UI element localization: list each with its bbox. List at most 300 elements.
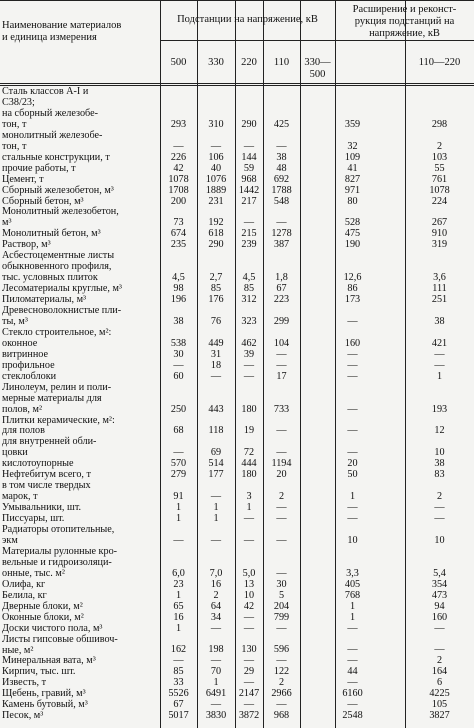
- value-cell: 5,0: [242, 567, 256, 579]
- value-cell: 198: [208, 644, 224, 656]
- reconstruction-group-header: Расширение и реконст- рукция подстанций на напряжение, кВ: [352, 4, 457, 39]
- value-cell: 34: [210, 611, 222, 623]
- value-cell: —: [173, 359, 184, 371]
- value-cell: 290: [241, 118, 257, 130]
- table-row: [0, 163, 474, 174]
- value-cell: 528: [344, 217, 361, 229]
- value-cell: 235: [170, 239, 187, 251]
- value-cell: 799: [273, 611, 290, 623]
- value-cell: 2: [213, 589, 219, 601]
- value-cell: 3,6: [433, 272, 446, 284]
- value-cell: 443: [208, 403, 224, 415]
- value-cell: 2: [278, 677, 285, 689]
- value-cell: —: [173, 447, 184, 459]
- value-cell: 1: [213, 513, 219, 525]
- subcol-header-500: 500: [170, 57, 187, 68]
- table-row: [0, 185, 474, 196]
- value-cell: 10: [347, 534, 358, 546]
- value-cell: 1: [213, 502, 219, 514]
- value-cell: 1278: [271, 228, 292, 240]
- value-cell: 5,4: [433, 567, 446, 579]
- value-cell: 251: [431, 294, 448, 306]
- subcol-header-330-500: 330—500: [304, 57, 331, 80]
- material-name: стеклоблоки: [2, 370, 57, 382]
- value-cell: —: [276, 567, 287, 579]
- value-cell: 29: [243, 666, 255, 678]
- value-cell: 1889: [205, 184, 227, 196]
- value-cell: 85: [243, 283, 255, 295]
- value-cell: —: [347, 513, 358, 525]
- value-cell: 80: [347, 195, 358, 207]
- value-cell: —: [210, 622, 222, 634]
- table-row: [0, 174, 474, 185]
- material-name: в том числе твердых марок, т: [2, 480, 91, 503]
- value-cell: 827: [344, 173, 361, 185]
- table-row: [0, 349, 474, 360]
- value-cell: 444: [241, 458, 257, 470]
- table-row: [0, 513, 474, 524]
- table-row: [0, 196, 474, 207]
- material-name: профильное: [2, 359, 55, 371]
- material-name: витринное: [2, 348, 49, 360]
- value-cell: 250: [170, 403, 187, 415]
- value-cell: 130: [241, 644, 257, 656]
- table-row: [0, 590, 474, 601]
- value-cell: 85: [210, 283, 222, 295]
- value-cell: 48: [276, 162, 287, 174]
- value-cell: 103: [431, 151, 448, 163]
- value-cell: 38: [434, 315, 445, 327]
- material-name: Оконные блоки, м²: [2, 611, 84, 623]
- value-cell: 13: [243, 578, 255, 590]
- value-cell: 2966: [271, 688, 292, 700]
- value-cell: 98: [173, 283, 184, 295]
- value-cell: 68: [173, 425, 184, 437]
- table-row: [0, 228, 474, 239]
- value-cell: 421: [431, 337, 448, 349]
- value-cell: 1708: [168, 184, 189, 196]
- value-cell: —: [434, 502, 445, 514]
- table-row: [0, 699, 474, 710]
- value-cell: 67: [276, 283, 287, 295]
- value-cell: 733: [273, 403, 290, 415]
- value-cell: 16: [210, 578, 222, 590]
- value-cell: 1076: [205, 173, 227, 185]
- value-cell: 85: [173, 666, 184, 678]
- value-cell: 761: [431, 173, 448, 185]
- value-cell: 192: [208, 217, 224, 229]
- value-cell: 111: [432, 283, 447, 295]
- value-cell: 1: [349, 600, 356, 612]
- table-row: [0, 480, 474, 502]
- table-row: [0, 130, 474, 152]
- value-cell: 405: [344, 578, 361, 590]
- value-cell: 1: [436, 370, 443, 382]
- value-cell: 239: [241, 239, 257, 251]
- value-cell: —: [347, 315, 358, 327]
- value-cell: —: [276, 699, 287, 711]
- value-cell: 76: [210, 315, 222, 327]
- value-cell: —: [243, 611, 255, 623]
- value-cell: —: [210, 370, 222, 382]
- value-cell: —: [276, 140, 287, 152]
- material-name: Линолеум, релин и поли- мерные материалы для полов, м²: [2, 381, 112, 415]
- value-cell: 1: [349, 611, 356, 623]
- value-cell: —: [434, 513, 445, 525]
- value-cell: 319: [431, 239, 448, 251]
- subcol-header-220: 220: [241, 57, 257, 68]
- value-cell: 4225: [429, 688, 450, 700]
- value-cell: 19: [243, 425, 255, 437]
- value-cell: —: [276, 447, 287, 459]
- material-name: Материалы рулонные кро- вельные и гидроизоляци- онные, тыс. м²: [2, 545, 118, 579]
- value-cell: 2: [436, 655, 443, 667]
- value-cell: —: [347, 655, 358, 667]
- value-cell: 3830: [205, 710, 227, 722]
- table-row: [0, 108, 474, 130]
- value-cell: 231: [208, 195, 224, 207]
- value-cell: 30: [173, 348, 184, 360]
- value-cell: 44: [347, 666, 358, 678]
- value-cell: 674: [170, 228, 187, 240]
- value-cell: 449: [208, 337, 224, 349]
- value-cell: —: [347, 677, 358, 689]
- value-cell: —: [434, 644, 445, 656]
- material-name: Плитки керамические, м²:: [2, 414, 115, 426]
- material-name: Щебень, гравий, м³: [2, 688, 86, 700]
- value-cell: 193: [431, 403, 448, 415]
- value-cell: 2: [436, 140, 443, 152]
- value-cell: 299: [273, 315, 290, 327]
- material-name: Монолитный железобетон, м³: [2, 206, 119, 229]
- table-row: [0, 502, 474, 513]
- value-cell: 164: [431, 666, 448, 678]
- substations-group-header: Подстанции на напряжение, кВ: [177, 14, 318, 25]
- material-name: Песок, м³: [2, 710, 44, 722]
- material-name: стальные конструкции, т: [2, 151, 110, 163]
- material-name: Цемент, т: [2, 173, 44, 185]
- value-cell: —: [243, 534, 255, 546]
- material-name: Минеральная вата, м³: [2, 655, 96, 667]
- value-cell: 5526: [168, 688, 189, 700]
- value-cell: 41: [347, 162, 358, 174]
- value-cell: 473: [431, 589, 448, 601]
- material-name: прочие работы, т: [2, 162, 76, 174]
- value-cell: 16: [173, 611, 184, 623]
- value-cell: 548: [273, 195, 290, 207]
- value-cell: 59: [243, 162, 255, 174]
- material-name: Дверные блоки, м²: [2, 600, 83, 612]
- value-cell: 968: [273, 710, 290, 722]
- value-cell: 196: [170, 294, 187, 306]
- value-cell: 30: [276, 578, 287, 590]
- material-name: монолитный железобе- тон, т: [2, 129, 103, 152]
- table-row: [0, 601, 474, 612]
- value-cell: 173: [344, 294, 361, 306]
- value-cell: 17: [276, 370, 287, 382]
- value-cell: 104: [273, 337, 290, 349]
- value-cell: —: [347, 403, 358, 415]
- value-cell: 91: [173, 491, 184, 503]
- value-cell: 910: [431, 228, 448, 240]
- value-cell: 596: [273, 644, 290, 656]
- value-cell: 20: [276, 469, 287, 481]
- material-name: Нефтебитум всего, т: [2, 469, 91, 481]
- value-cell: —: [210, 491, 222, 503]
- value-cell: 18: [210, 359, 222, 371]
- value-cell: 1: [175, 502, 182, 514]
- value-cell: 3,3: [346, 567, 359, 579]
- material-name: Сборный бетон, м³: [2, 195, 84, 207]
- value-cell: 73: [173, 217, 184, 229]
- value-cell: 33: [173, 677, 184, 689]
- table-row: [0, 688, 474, 699]
- value-cell: 67: [173, 699, 184, 711]
- value-cell: 1: [175, 513, 182, 525]
- value-cell: 39: [243, 348, 255, 360]
- value-cell: 1: [246, 502, 252, 514]
- table-row: [0, 86, 474, 108]
- value-cell: —: [173, 534, 184, 546]
- value-cell: 538: [170, 337, 187, 349]
- value-cell: 162: [170, 644, 187, 656]
- table-top-rule: [0, 0, 474, 1]
- table-row: [0, 294, 474, 305]
- table-row: [0, 612, 474, 623]
- value-cell: 475: [344, 228, 361, 240]
- table-row: [0, 524, 474, 546]
- value-cell: 354: [431, 578, 448, 590]
- value-cell: —: [210, 699, 222, 711]
- value-cell: 38: [173, 315, 184, 327]
- table-row: [0, 415, 474, 426]
- value-cell: —: [276, 534, 287, 546]
- table-row: [0, 239, 474, 250]
- material-name: Сталь классов A-I и C38/23;: [2, 86, 89, 108]
- value-cell: 23: [173, 578, 184, 590]
- value-cell: 1442: [238, 184, 260, 196]
- group-header-rule: [160, 40, 474, 41]
- material-name: Сборный железобетон, м³: [2, 184, 114, 196]
- value-cell: 462: [241, 337, 257, 349]
- value-cell: 968: [241, 173, 257, 185]
- table-row: [0, 677, 474, 688]
- value-cell: 12,6: [343, 272, 362, 284]
- material-name: Лесоматериалы круглые, м³: [2, 283, 122, 295]
- value-cell: 10: [434, 534, 445, 546]
- value-cell: 223: [273, 294, 290, 306]
- table-row: [0, 436, 474, 458]
- material-name: Кирпич, тыс. шт.: [2, 666, 76, 678]
- table-row: [0, 623, 474, 634]
- table-row: [0, 371, 474, 382]
- value-cell: 177: [208, 469, 224, 481]
- material-name: оконное: [2, 337, 38, 349]
- table-row: [0, 283, 474, 294]
- value-cell: 50: [347, 469, 358, 481]
- value-cell: 6,0: [172, 567, 185, 579]
- value-cell: 293: [170, 118, 187, 130]
- table-row: [0, 338, 474, 349]
- value-cell: 1078: [429, 184, 450, 196]
- value-cell: 160: [431, 611, 448, 623]
- value-cell: 6491: [205, 688, 227, 700]
- table-row: [0, 360, 474, 371]
- value-cell: —: [347, 502, 358, 514]
- value-cell: 359: [344, 118, 361, 130]
- value-cell: 42: [243, 600, 255, 612]
- value-cell: 144: [241, 151, 257, 163]
- value-cell: 279: [170, 469, 187, 481]
- value-cell: 1: [213, 677, 219, 689]
- value-cell: 12: [434, 425, 445, 437]
- value-cell: 226: [170, 151, 187, 163]
- value-cell: 217: [241, 195, 257, 207]
- value-cell: —: [243, 622, 255, 634]
- value-cell: 70: [210, 666, 222, 678]
- name-column-header: Наименование материалов и единица измерения: [2, 20, 122, 43]
- value-cell: 6: [436, 677, 443, 689]
- value-cell: 290: [208, 239, 224, 251]
- value-cell: —: [276, 502, 287, 514]
- material-name: Стекло строительное, м²:: [2, 326, 112, 338]
- material-name: Пиломатериалы, м³: [2, 294, 87, 306]
- value-cell: 72: [243, 447, 255, 459]
- value-cell: —: [276, 217, 287, 229]
- material-name: Писсуары, шт.: [2, 513, 65, 525]
- value-cell: 2,7: [209, 272, 223, 284]
- value-cell: 105: [431, 699, 448, 711]
- value-cell: 109: [344, 151, 361, 163]
- value-cell: 83: [434, 469, 445, 481]
- value-cell: 618: [208, 228, 224, 240]
- value-cell: 1: [175, 622, 182, 634]
- value-cell: 692: [273, 173, 290, 185]
- material-name: Умывальники, шт.: [2, 502, 82, 514]
- value-cell: 2: [278, 491, 285, 503]
- value-cell: 31: [210, 348, 222, 360]
- value-cell: 38: [276, 151, 287, 163]
- value-cell: 6160: [342, 688, 363, 700]
- value-cell: 94: [434, 600, 445, 612]
- value-cell: 10: [243, 589, 255, 601]
- value-cell: 64: [210, 600, 222, 612]
- value-cell: —: [243, 513, 255, 525]
- value-cell: 7,0: [209, 567, 223, 579]
- value-cell: 1788: [271, 184, 292, 196]
- material-name: Раствор, м³: [2, 239, 51, 251]
- value-cell: —: [173, 140, 184, 152]
- table-row: [0, 425, 474, 436]
- value-cell: 86: [347, 283, 358, 295]
- value-cell: 4,5: [242, 272, 256, 284]
- table-row: [0, 250, 474, 283]
- value-cell: 310: [208, 118, 224, 130]
- table-row: [0, 655, 474, 666]
- value-cell: 160: [344, 337, 361, 349]
- table-row: [0, 458, 474, 469]
- value-cell: 42: [173, 162, 184, 174]
- value-cell: —: [347, 348, 358, 360]
- value-cell: 180: [241, 403, 257, 415]
- value-cell: 106: [208, 151, 224, 163]
- subcol-header-330: 330: [208, 57, 224, 68]
- material-name: Листы гипсовые обшивоч- ные, м²: [2, 633, 118, 656]
- material-name: Древесноволокнистые пли- ты, м³: [2, 305, 122, 327]
- value-cell: 224: [431, 195, 448, 207]
- value-cell: —: [243, 140, 255, 152]
- value-cell: —: [276, 622, 287, 634]
- value-cell: 32: [347, 140, 358, 152]
- value-cell: —: [434, 359, 445, 371]
- table-row: [0, 327, 474, 338]
- value-cell: —: [276, 655, 287, 667]
- material-name: Белила, кг: [2, 589, 47, 601]
- value-cell: —: [276, 513, 287, 525]
- table-row: [0, 710, 474, 721]
- value-cell: —: [243, 699, 255, 711]
- value-cell: 180: [241, 469, 257, 481]
- value-cell: 1194: [271, 458, 292, 470]
- value-cell: 118: [208, 425, 224, 437]
- header-bottom-rule: [0, 83, 474, 84]
- value-cell: 312: [241, 294, 257, 306]
- value-cell: —: [276, 359, 287, 371]
- value-cell: 69: [210, 447, 222, 459]
- value-cell: 4,5: [172, 272, 185, 284]
- value-cell: —: [210, 140, 222, 152]
- value-cell: 387: [273, 239, 290, 251]
- table-row: [0, 152, 474, 163]
- value-cell: 267: [431, 217, 448, 229]
- value-cell: 5: [278, 589, 285, 601]
- value-cell: 60: [173, 370, 184, 382]
- value-cell: —: [276, 348, 287, 360]
- value-cell: 215: [241, 228, 257, 240]
- value-cell: 971: [344, 184, 361, 196]
- value-cell: 425: [273, 118, 290, 130]
- value-cell: 514: [208, 458, 224, 470]
- value-cell: —: [243, 655, 255, 667]
- value-cell: 5017: [168, 710, 189, 722]
- value-cell: —: [243, 677, 255, 689]
- value-cell: —: [243, 370, 255, 382]
- value-cell: 3827: [429, 710, 450, 722]
- material-name: для полов: [2, 425, 45, 437]
- value-cell: 1,8: [275, 272, 288, 284]
- value-cell: 20: [347, 458, 358, 470]
- value-cell: —: [347, 425, 358, 437]
- material-name: Монолитный бетон, м³: [2, 228, 101, 240]
- subcol-header-110: 110: [273, 57, 290, 68]
- value-cell: 204: [273, 600, 290, 612]
- value-cell: 176: [208, 294, 224, 306]
- material-name: Радиаторы отопительные, экм: [2, 524, 115, 546]
- value-cell: 1: [349, 491, 356, 503]
- value-cell: 122: [273, 666, 290, 678]
- value-cell: —: [173, 655, 184, 667]
- value-cell: —: [276, 425, 287, 437]
- material-name: на сборный железобе- тон, т: [2, 107, 99, 130]
- value-cell: 768: [344, 589, 361, 601]
- value-cell: 55: [434, 162, 445, 174]
- value-cell: —: [347, 644, 358, 656]
- value-cell: —: [347, 699, 358, 711]
- value-cell: —: [210, 534, 222, 546]
- value-cell: 2548: [342, 710, 363, 722]
- value-cell: 40: [210, 162, 222, 174]
- table-row: [0, 666, 474, 677]
